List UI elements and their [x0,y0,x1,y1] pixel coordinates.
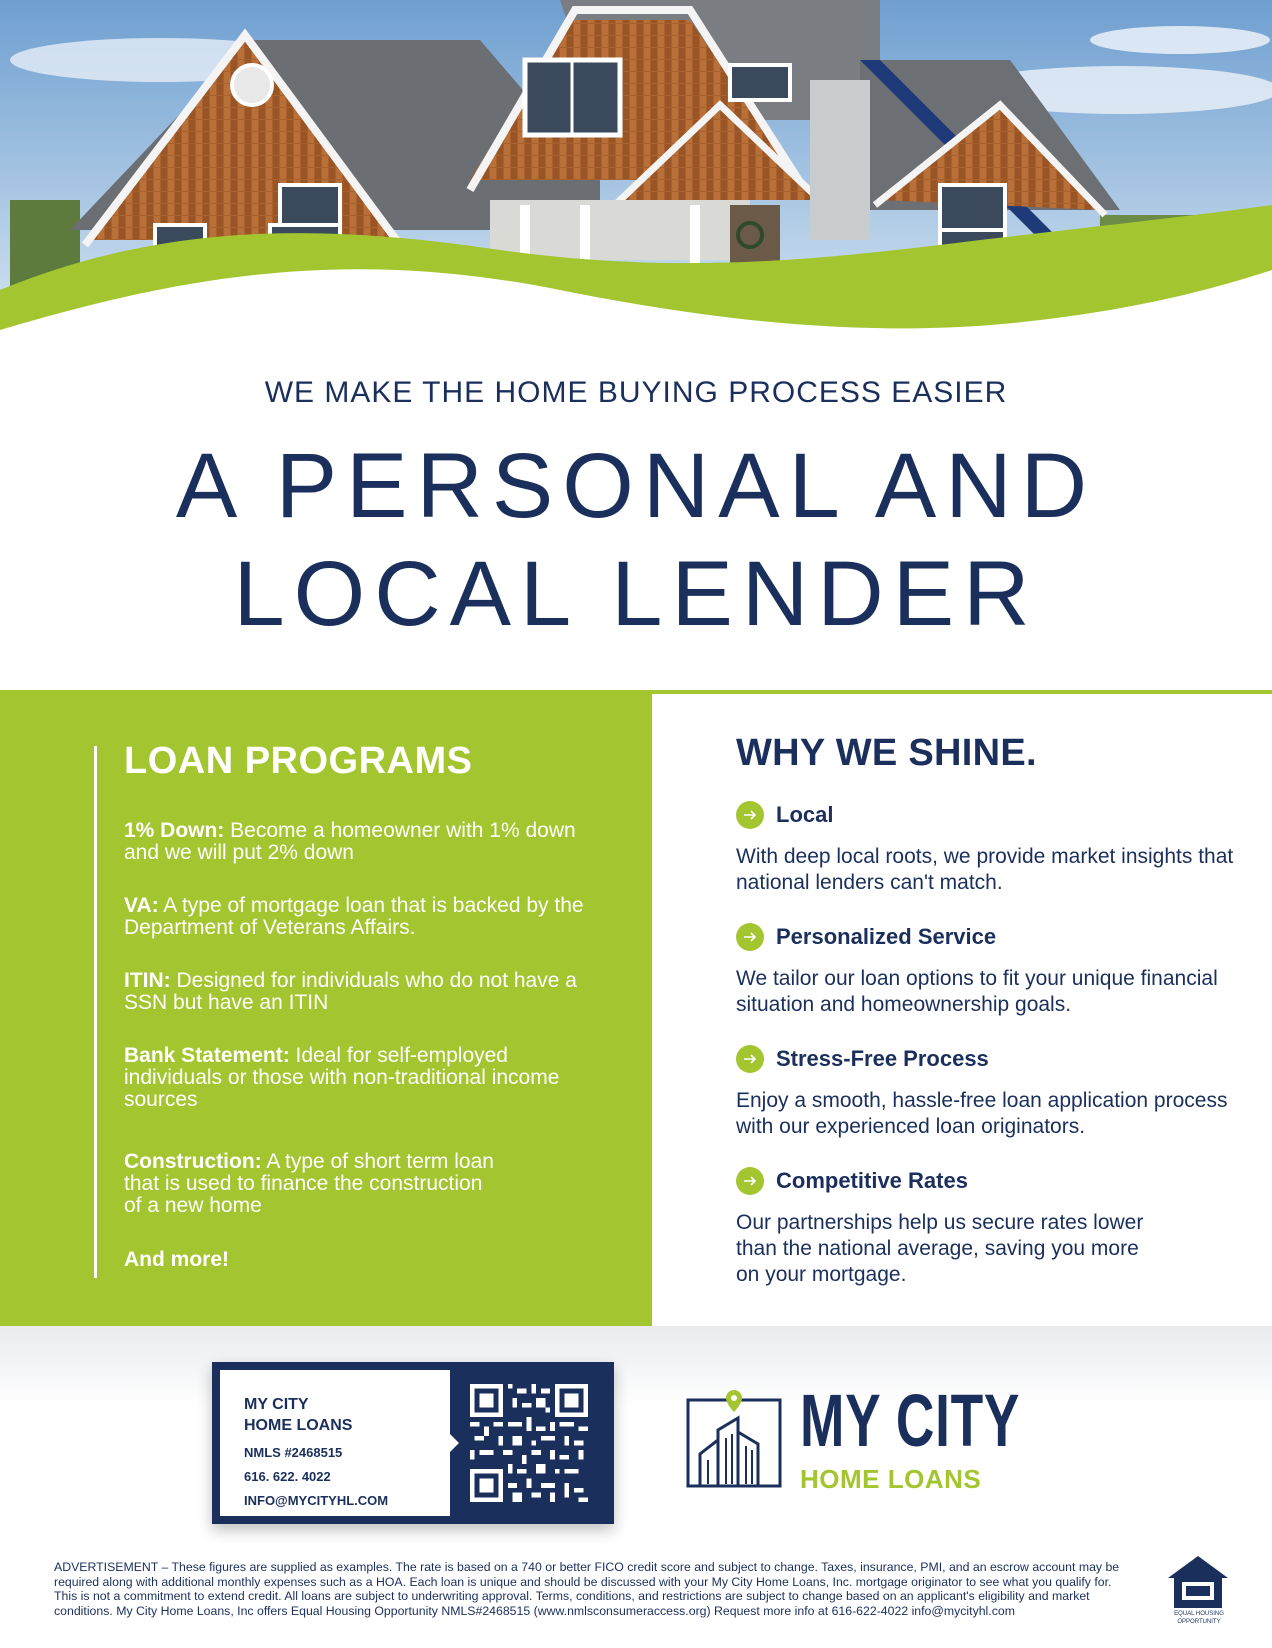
shine-item [736,1044,1236,1140]
divider [652,690,1272,694]
loan-item-name: 1% Down: [124,819,225,842]
loan-item-desc: A type of mortgage loan that is backed by the Department of Veterans Affairs. [124,894,584,939]
equal-housing-icon [1166,1554,1230,1615]
shine-item-label: Local [776,802,834,827]
loan-item [124,970,594,1014]
page-subtitle: WE MAKE THE HOME BUYING PROCESS EASIER [264,376,1008,409]
qr-code-icon[interactable] [470,1384,588,1507]
logo-subtitle: HOME LOANS [800,1464,982,1494]
city-buildings-logo-icon [686,1388,782,1493]
loan-item [124,1045,594,1111]
disclaimer-text: ADVERTISEMENT – These figures are supplied as examples. The rate is based on a 740 or better FICO credit score and subject to change. Taxes, insurance, PMI, and an escrow account may be required along with additional monthly expenses such as a HOA. Each loan is unique and should be discussed with your My City Home Loans, Inc. mortgage originator to see what you qualify for. This is not a commitment to extend credit. All loans are subject to underwriting approval. Terms, conditions, and restrictions are subject to change based on an applicant's eligibility and market conditions. My City Home Loans, Inc offers Equal Housing Opportunity NMLS#2468515 (www.nmlsconsumeraccess.org) Request more info at 616-622-4022 info@mycityhl.com [54,1560,1120,1618]
loan-item [124,820,594,864]
contact-card-body [220,1370,450,1516]
page-title [0,432,1272,648]
loan-item [124,1151,504,1217]
loan-programs-title: LOAN PROGRAMS [124,740,473,782]
shine-item-desc: Enjoy a smooth, hassle-free loan application process with our experienced loan originators. [736,1089,1228,1138]
shine-item-label: Personalized Service [776,924,997,949]
shine-item [736,922,1236,1018]
arrow-right-icon [736,801,764,829]
shine-item-desc: With deep local roots, we provide market insights that national lenders can't match. [736,845,1234,894]
shine-item-desc: Our partnerships help us secure rates lower than the national average, saving you more on your mortgage. [736,1211,1144,1286]
equal-housing-line2: OPPORTUNITY [1177,1619,1221,1625]
shine-item-label: Stress-Free Process [776,1046,989,1071]
company-name-line2: HOME LOANS [244,1417,353,1434]
contact-band [0,1326,1272,1526]
loan-programs-list [124,820,594,1272]
loan-item-name: Construction: [124,1150,262,1173]
loan-more: And more! [124,1248,229,1271]
email-link[interactable]: INFO@MYCITYHL.COM [244,1493,389,1508]
shine-item-label: Competitive Rates [776,1168,968,1193]
shine-item-desc: We tailor our loan options to fit your unique financial situation and homeownership goals. [736,967,1218,1016]
loan-item-desc: Become a homeowner with 1% down and we will put 2% down [124,819,576,864]
why-we-shine-list [736,800,1236,1314]
why-we-shine-title: WHY WE SHINE. [736,732,1037,774]
arrow-right-icon [736,923,764,951]
arrow-right-icon [736,1045,764,1073]
loan-item [124,895,594,939]
phone-number[interactable]: 616. 622. 4022 [244,1469,331,1484]
nmls-number: NMLS #2468515 [244,1445,343,1460]
shine-item [736,800,1236,896]
arrow-right-icon [736,1167,764,1195]
loan-item-desc: Ideal for self-employed individuals or those with non-traditional income sources [124,1044,560,1111]
hero-image [0,0,1272,345]
page-title-line2: LOCAL LENDER [233,543,1039,645]
loan-item-name: Bank Statement: [124,1044,290,1067]
loan-item-desc: A type of short term loan that is used to finance the construction of a new home [124,1150,494,1217]
shine-item [736,1166,1236,1288]
panel-accent-line [94,746,97,1278]
company-name-line1: MY CITY [244,1396,309,1413]
logo-title: MY CITY [800,1379,1021,1462]
loan-item-name: ITIN: [124,969,171,992]
contact-card [212,1362,614,1524]
card-notch [450,1434,459,1452]
equal-housing-line1: EQUAL HOUSING [1174,1611,1224,1617]
loan-item-name: VA: [124,894,159,917]
page-title-line1: A PERSONAL AND [175,435,1097,537]
loan-item-desc: Designed for individuals who do not have a SSN but have an ITIN [124,969,577,1014]
equal-housing-text [1162,1610,1236,1626]
